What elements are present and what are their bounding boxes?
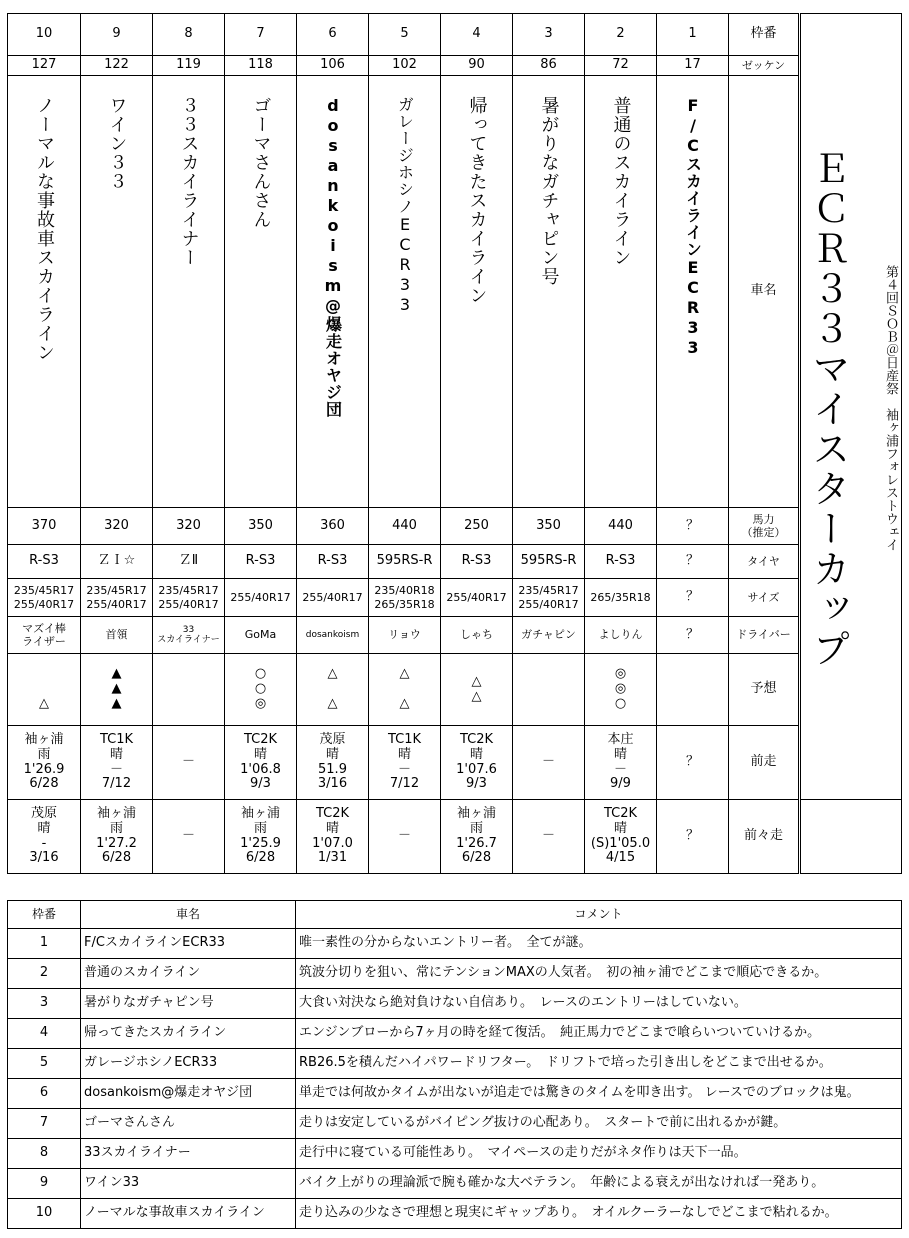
waku-cell: 8 [153,14,225,56]
zekken-cell: 127 [8,56,81,76]
comment-text: バイク上がりの理論派で腕も確かな大ベテラン。 年齢による衰えが出なければ一発あり。 [296,1169,902,1199]
driver-cell: dosankoism [297,617,369,654]
comment-car: F/CスカイラインECR33 [81,929,296,959]
hp-cell: 250 [441,508,513,545]
comment-row [8,1199,902,1229]
prev2-race-cell: － [513,800,585,874]
comment-car: 暑がりなガチャピン号 [81,989,296,1019]
waku-cell: 10 [8,14,81,56]
car-name: 帰ってきたスカイライン [466,96,488,305]
label-forecast: 予想 [729,654,800,726]
prev2-race-cell: TC2K 晴 (S)1'05.0 4/15 [585,800,657,874]
comment-text: エンジンブローから7ヶ月の時を経て復活。 純正馬力でどこまで喰らいついていけるか。 [296,1019,902,1049]
comment-row [8,1169,902,1199]
comment-row [8,1049,902,1079]
comment-waku: 10 [8,1199,81,1229]
size-cell: 235/45R17 255/40R17 [153,579,225,617]
zekken-cell: 122 [81,56,153,76]
prev-race-cell: TC2K 晴 1'06.8 9/3 [225,726,297,800]
comment-row [8,989,902,1019]
forecast-cell: △ [8,654,81,726]
comment-row [8,1109,902,1139]
label-car: 車名 [729,76,800,508]
title-cell-bottom [800,800,902,874]
waku-cell: 2 [585,14,657,56]
driver-cell: ガチャピン [513,617,585,654]
prev2-race-cell: TC2K 晴 1'07.0 1/31 [297,800,369,874]
driver-cell: GoMa [225,617,297,654]
waku-cell: 3 [513,14,585,56]
car-name: ３３スカイライナー [178,96,200,267]
comment-waku: 3 [8,989,81,1019]
forecast-cell [513,654,585,726]
comment-car: ワイン33 [81,1169,296,1199]
prev-race-cell: 袖ヶ浦 雨 1'26.9 6/28 [8,726,81,800]
comment-waku: 9 [8,1169,81,1199]
car-name-cell [441,76,513,508]
label-prev2: 前々走 [729,800,800,874]
prev-race-cell: TC1K 晴 － 7/12 [81,726,153,800]
zekken-cell: 17 [657,56,729,76]
zekken-cell: 118 [225,56,297,76]
forecast-cell: ○ ○ ◎ [225,654,297,726]
car-name-cell [8,76,81,508]
prev2-race-cell: 袖ヶ浦 雨 1'26.7 6/28 [441,800,513,874]
car-name: ガレージホシノECR33 [395,96,415,315]
driver-cell: よしりん [585,617,657,654]
comment-row [8,1019,902,1049]
car-name: ノーマルな事故車スカイライン [34,96,55,362]
page-title: ＥＣＲ３３マイスターカップ [806,148,850,669]
prev2-race-cell: ？ [657,800,729,874]
row-waku [8,14,902,56]
car-name-cell [369,76,441,508]
car-name: dosankoism@爆走オヤジ団 [323,96,343,418]
size-cell: 255/40R17 [297,579,369,617]
race-card-table [7,13,902,874]
label-prev: 前走 [729,726,800,800]
comment-text: 大食い対決なら絶対負けない自信あり。 レースのエントリーはしていない。 [296,989,902,1019]
car-name-cell [81,76,153,508]
waku-cell: 9 [81,14,153,56]
comment-text: RB26.5を積んだハイパワードリフター。 ドリフトで培った引き出しをどこまで出せるか。 [296,1049,902,1079]
hp-cell: 360 [297,508,369,545]
zekken-cell: 119 [153,56,225,76]
row-car [8,76,902,508]
size-cell: 255/40R17 [441,579,513,617]
size-cell: 255/40R17 [225,579,297,617]
forecast-cell [153,654,225,726]
header-waku: 枠番 [8,901,81,929]
forecast-cell: △ △ [441,654,513,726]
car-name-cell [225,76,297,508]
comment-row [8,1139,902,1169]
comment-car: ガレージホシノECR33 [81,1049,296,1079]
size-cell: 235/40R18 265/35R18 [369,579,441,617]
hp-cell: 440 [585,508,657,545]
label-tire: タイヤ [729,545,800,579]
prev-race-cell: － [513,726,585,800]
driver-cell: 首領 [81,617,153,654]
header-comment: コメント [296,901,902,929]
comment-car: 33スカイライナー [81,1139,296,1169]
comment-waku: 4 [8,1019,81,1049]
forecast-cell [657,654,729,726]
size-cell: 235/45R17 255/40R17 [8,579,81,617]
label-zekken: ゼッケン [729,56,800,76]
tire-cell: 595RS-R [369,545,441,579]
car-name: F/CスカイラインECR33 [683,96,703,358]
comment-text: 筑波分切りを狙い、常にテンションMAXの人気者。 初の袖ヶ浦でどこまで順応できるか。 [296,959,902,989]
prev-race-cell: 茂原 晴 51.9 3/16 [297,726,369,800]
comment-waku: 7 [8,1109,81,1139]
row-forecast [8,654,902,726]
tire-cell: ＺＩ☆ [81,545,153,579]
waku-cell: 6 [297,14,369,56]
comment-car: 帰ってきたスカイライン [81,1019,296,1049]
comment-text: 走りは安定しているがバイピング抜けの心配あり。 スタートで前に出れるかが鍵。 [296,1109,902,1139]
hp-cell: 350 [225,508,297,545]
comment-text: 走り込みの少なさで理想と現実にギャップあり。 オイルクーラーなしでどこまで粘れるか。 [296,1199,902,1229]
label-size: サイズ [729,579,800,617]
comment-text: 走行中に寝ている可能性あり。 マイペースの走りだがネタ作りは天下一品。 [296,1139,902,1169]
prev-race-cell: ？ [657,726,729,800]
comment-car: ゴーマさんさん [81,1109,296,1139]
hp-cell: 350 [513,508,585,545]
row-tire [8,545,902,579]
row-zekken [8,56,902,76]
tire-cell: ？ [657,545,729,579]
tire-cell: ＺⅡ [153,545,225,579]
comment-text: 唯一素性の分からないエントリー者。 全てが謎。 [296,929,902,959]
hp-cell: 320 [153,508,225,545]
size-cell: ？ [657,579,729,617]
row-hp [8,508,902,545]
row-prev [8,726,902,800]
zekken-cell: 72 [585,56,657,76]
zekken-cell: 86 [513,56,585,76]
hp-cell: ？ [657,508,729,545]
waku-cell: 5 [369,14,441,56]
prev-race-cell: TC2K 晴 1'07.6 9/3 [441,726,513,800]
hp-cell: 440 [369,508,441,545]
comment-waku: 8 [8,1139,81,1169]
car-name: 普通のスカイライン [610,96,632,267]
size-cell: 265/35R18 [585,579,657,617]
title-cell [800,14,902,800]
prev2-race-cell: 袖ヶ浦 雨 1'25.9 6/28 [225,800,297,874]
comment-car: 普通のスカイライン [81,959,296,989]
zekken-cell: 102 [369,56,441,76]
forecast-cell: △ △ [297,654,369,726]
driver-cell: マズイ棒 ライザー [8,617,81,654]
car-name-cell [513,76,585,508]
driver-cell: リョウ [369,617,441,654]
comment-car: dosankoism@爆走オヤジ団 [81,1079,296,1109]
tire-cell: R-S3 [225,545,297,579]
comment-text: 単走では何故かタイムが出ないが追走では驚きのタイムを叩き出す。 レースでのブロックは鬼。 [296,1079,902,1109]
comment-waku: 2 [8,959,81,989]
comments-header-row [8,901,902,929]
car-name-cell [297,76,369,508]
row-driver [8,617,902,654]
row-size [8,579,902,617]
tire-cell: 595RS-R [513,545,585,579]
comment-row [8,1079,902,1109]
tire-cell: R-S3 [441,545,513,579]
tire-cell: R-S3 [585,545,657,579]
waku-cell: 4 [441,14,513,56]
prev2-race-cell: 茂原 晴 - 3/16 [8,800,81,874]
label-driver: ドライバー [729,617,800,654]
prev-race-cell: － [153,726,225,800]
car-name-cell [585,76,657,508]
car-name: ゴーマさんさん [250,96,272,229]
prev2-race-cell: － [369,800,441,874]
zekken-cell: 90 [441,56,513,76]
tire-cell: R-S3 [297,545,369,579]
prev2-race-cell: 袖ヶ浦 雨 1'27.2 6/28 [81,800,153,874]
driver-cell: ？ [657,617,729,654]
size-cell: 235/45R17 255/40R17 [81,579,153,617]
size-cell: 235/45R17 255/40R17 [513,579,585,617]
label-hp: 馬力 （推定） [729,508,800,545]
comment-waku: 1 [8,929,81,959]
waku-cell: 7 [225,14,297,56]
forecast-cell: ▲ ▲ ▲ [81,654,153,726]
forecast-cell: ◎ ◎ ○ [585,654,657,726]
hp-cell: 320 [81,508,153,545]
prev-race-cell: TC1K 晴 － 7/12 [369,726,441,800]
row-prev2 [8,800,902,874]
prev-race-cell: 本庄 晴 － 9/9 [585,726,657,800]
comment-row [8,959,902,989]
car-name-cell [657,76,729,508]
car-name: 暑がりなガチャピン号 [538,96,560,286]
driver-cell: 33 スカイライナー [153,617,225,654]
driver-cell: しゃち [441,617,513,654]
header-car: 車名 [81,901,296,929]
comment-row [8,929,902,959]
prev2-race-cell: － [153,800,225,874]
comments-table [7,900,902,1229]
comment-waku: 5 [8,1049,81,1079]
zekken-cell: 106 [297,56,369,76]
comment-car: ノーマルな事故車スカイライン [81,1199,296,1229]
label-waku: 枠番 [729,14,800,56]
car-name-cell [153,76,225,508]
hp-cell: 370 [8,508,81,545]
car-name: ワイン３３ [106,96,128,191]
waku-cell: 1 [657,14,729,56]
page-subtitle: 第４回ＳＯＢ＠日産祭 袖ヶ浦フォレストウェイ [883,264,898,551]
comment-waku: 6 [8,1079,81,1109]
forecast-cell: △ △ [369,654,441,726]
tire-cell: R-S3 [8,545,81,579]
